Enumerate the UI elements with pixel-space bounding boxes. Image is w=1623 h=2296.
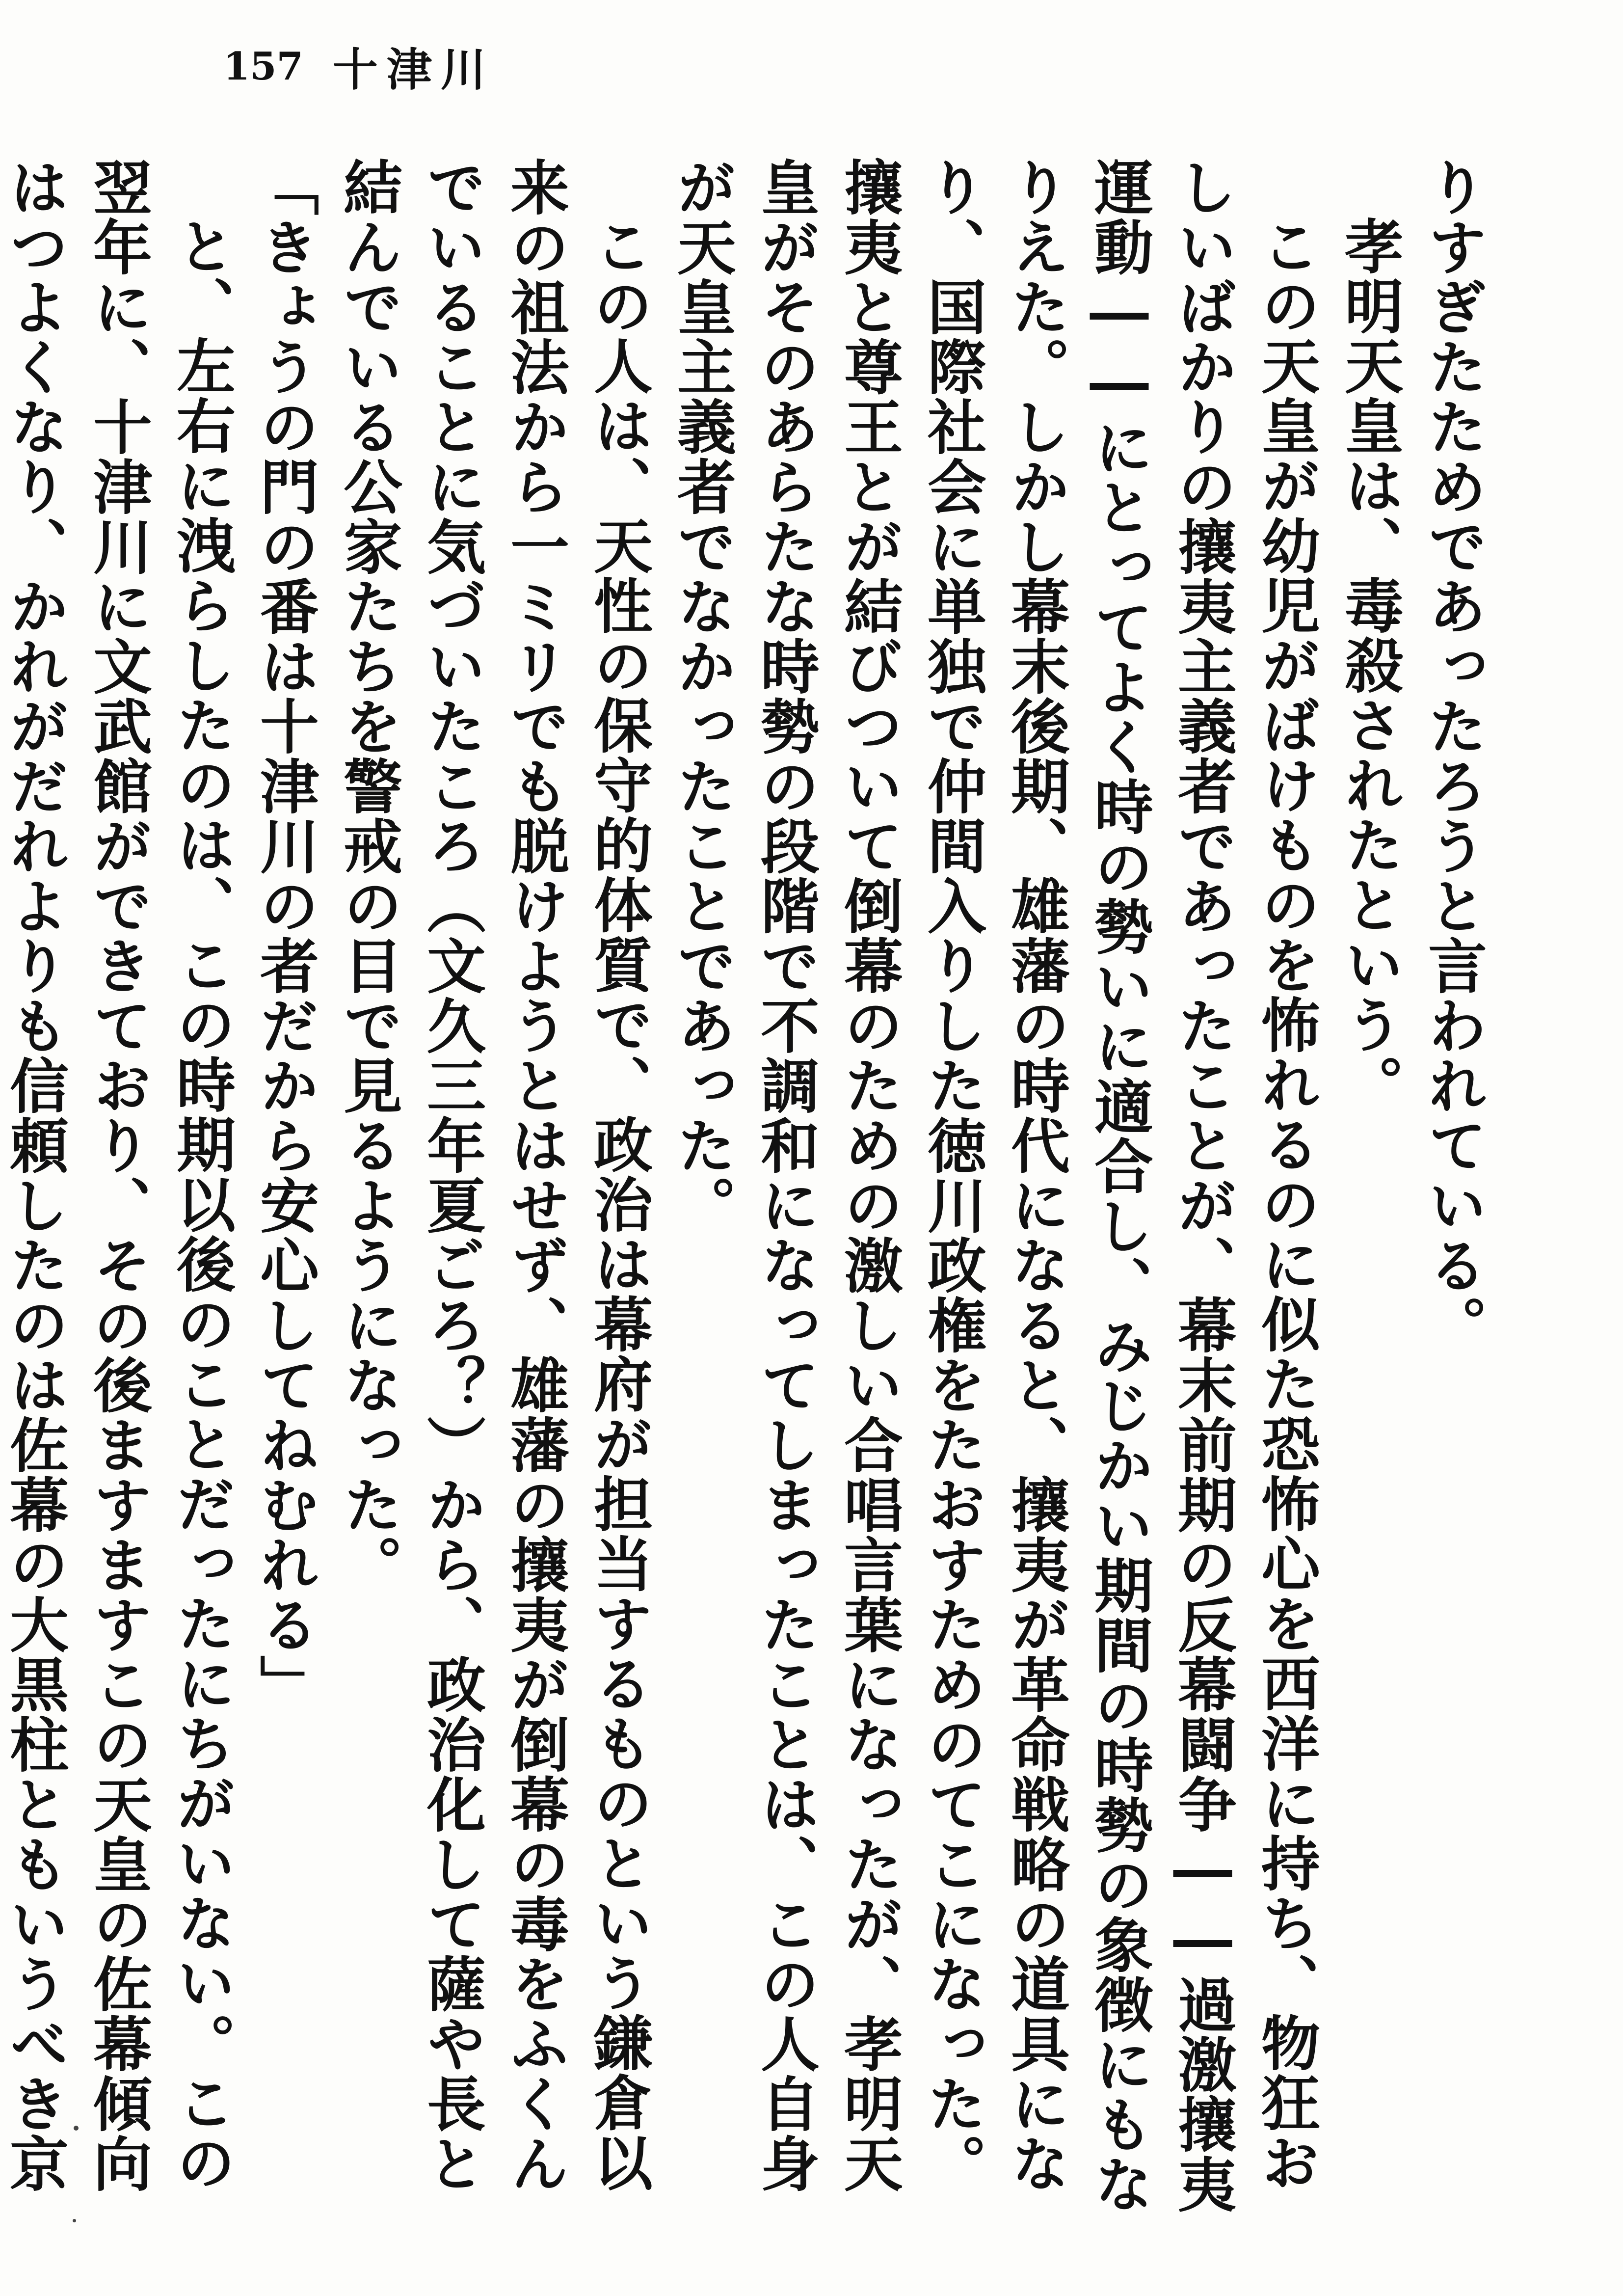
paragraph: と、左右に洩らしたのは、この時期以後のことだったにちがいない。この翌年に、十津川に文武館ができており、その後ますますこの天皇の佐幕傾向はつよくなり、かれがだれよりも信頼したのは佐幕の大黒柱ともいうべき京 bbox=[0, 157, 236, 2193]
running-title: 十津川 bbox=[332, 43, 495, 96]
vertical-body-text bbox=[0, 157, 1494, 2239]
paragraph: この天皇が幼児がばけものを怖れるのに似た恐怖心を西洋に持ち、物狂おしいばかりの攘夷主義者であったことが、幕末前期の反幕闘争――過激攘夷運動――にとってよく時の勢いに適合し、みじかい期間の時勢の象徴にもなりえた。しかし幕末後期、雄藩の時代になると、攘夷が革命戦略の道具になり、国際社会に単独で仲間入りした徳川政権をたおすためのてこになった。攘夷と尊王とが結びついて倒幕のための激しい合唱言葉になったが、孝明天皇がそのあらたな時勢の段階で不調和になってしまったことは、この人自身が天皇主義者でなかったことであった。 bbox=[667, 157, 1321, 2214]
paragraph: 孝明天皇は、毒殺されたという。 bbox=[1335, 216, 1404, 1114]
page-header bbox=[223, 34, 495, 98]
scan-speck bbox=[74, 2126, 79, 2131]
paragraph: この人は、天性の保守的体質で、政治は幕府が担当するものという鎌倉以来の祖法から一ミリでも脱けようとはせず、雄藩の攘夷が倒幕の毒をふくんでいることに気づいたころ（文久三年夏ごろ？）から、政治化して薩や長と結んでいる公家たちを警戒の目で見るようになった。 bbox=[334, 157, 653, 2193]
quotation-paragraph: 「きょうの門の番は十津川の者だから安心してねむれる」 bbox=[250, 157, 319, 1714]
page-number: 157 bbox=[223, 44, 303, 89]
paragraph: りすぎたためであったろうと言われている。 bbox=[1418, 157, 1488, 1355]
scan-speck bbox=[73, 2219, 76, 2222]
